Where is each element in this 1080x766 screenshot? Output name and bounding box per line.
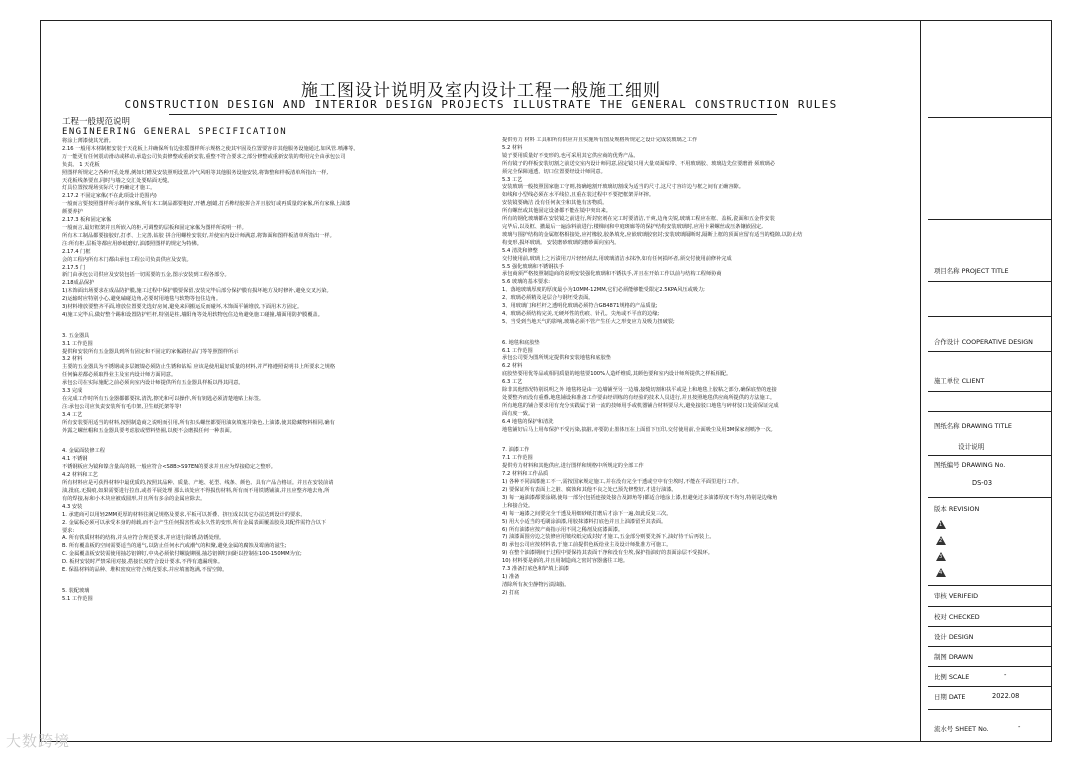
scale-value: - bbox=[1004, 671, 1007, 679]
spec-text-line: 清除所有灰尘静物污渍油脂。 bbox=[502, 581, 570, 588]
spec-text-line: 2.17.5 门 bbox=[62, 264, 86, 271]
spec-text-line: 地毯铺好后马上用布保护不受污染,搞脏,亦要防止墨体压在上面留下压印,交付使用前,全面吸尘及用3M保家剂喷净一次。 bbox=[502, 426, 776, 433]
spec-text-line: 注:承包公司应负责安装所有毛巾架,卫生纸托架等等! bbox=[62, 403, 182, 410]
spec-text-line: 所有安装要用适当的材料,按照制造商之说明而引用,所有扣头螺丝都要用油灰填塞并染色,上油漆,使其隐藏物料相同,确有 bbox=[62, 419, 335, 426]
revision-label: 版本 REVISION bbox=[934, 505, 980, 513]
checked-label: 校对 CHECKED bbox=[934, 613, 980, 621]
spec-text-line: 天花板线条要直,同时与墙之交汇处要贴面无缝。 bbox=[62, 177, 173, 184]
spec-text-line: 3.3 完成 bbox=[62, 388, 83, 395]
spec-text-line: 4.2 材料和工艺 bbox=[62, 472, 98, 479]
spec-text-line: 3) 每一遍油漆都要涂刷,使每一部分(包括连接处接合及卸角等)都适合地涂上漆,但避免过多油漆厚度不均匀,特别是边缘角 bbox=[502, 494, 778, 501]
spec-text-line bbox=[62, 575, 488, 583]
spec-text-line: 灯具位置按现场实际尺寸再确定才施工。 bbox=[62, 185, 156, 192]
spec-text-line: 1)木饰面出场要求在成品防护膜,施工过程中保护膜要保留,安装完毕后部分保护膜有损坏地方及时修补,避免交叉污染。 bbox=[62, 288, 332, 295]
spec-text-line: 5. 装配玻璃 bbox=[62, 587, 90, 594]
spec-text-line: 1、落地玻璃厚度的厚度最小为10MM-12MM,它们必须能够能受限定2.5KPA风压或吸力; bbox=[502, 287, 705, 294]
right-text-column bbox=[502, 137, 912, 697]
spec-text-line: 5.6 玻璃的基本要求: bbox=[502, 279, 550, 286]
spec-text-line: 2) 打底 bbox=[502, 589, 520, 596]
spec-text-line: 2) 要保证所有表面上之脏、腐蚀和其他不良之处已预先修整好,才进行油漆。 bbox=[502, 486, 677, 493]
spec-text-line: 提供劳力 材料 工具和所有供应并且实施所有图及规格所规定之设计完成装玻璃之工作 bbox=[502, 137, 698, 143]
spec-text-line: 所有材料应是可获得材料中最优质的,按照其品种、质量、产地、花型、线条、颜色、具有产品合格证。并且在安装前请 bbox=[62, 480, 334, 487]
client-label: 施工单位 CLIENT bbox=[934, 377, 985, 385]
spec-text-line: 颜要养护 bbox=[62, 209, 83, 216]
spec-text-line: 2.17.2 不固定家俬(不在此项设计范围内) bbox=[62, 193, 157, 200]
left-text-column bbox=[62, 117, 488, 717]
drawing-title-label: 图纸名称 DRAWING TITLE bbox=[934, 422, 1012, 430]
page-title: 施工图设计说明及室内设计工程一般施工细则 bbox=[301, 81, 661, 101]
spec-text-line: 6. 地毯和底胶垫 bbox=[502, 339, 540, 346]
spec-text-line: A. 所有铁质材料的结构,并头应符合规范要求,并应进行除锈,防锈处理。 bbox=[62, 535, 225, 542]
spec-text-line: 2)运输时应特别小心,避免磕碰边角,必要时用地毯与软物等包住边角。 bbox=[62, 296, 222, 303]
spec-text-line bbox=[502, 435, 912, 443]
spec-text-line: 3.1 工作范围 bbox=[62, 340, 93, 347]
spec-text-line: 5.2 材料 bbox=[502, 144, 523, 151]
spec-text-line: 一般而言要按照图样所示制作家俬,所有木工制品都要粗好,开槽,刨蜡,打舌榫结胶拼合并且胶钉或再质量的家俬,所有家俬上油漆 bbox=[62, 201, 351, 208]
spec-text-line: 2.16 一般用木材制框安装于天花板上并确保所有边张摇图样所示规格之使其牢固及位置要容许其他服务设施通过,如风管.喷淋等。 bbox=[62, 145, 359, 152]
spec-heading-english: ENGINEERING GENERAL SPECIFICATION bbox=[62, 127, 288, 137]
spec-text-line: E. 保温材料的品种、堆积密度应符合规范要求,并应填塞饱满,不留空隙。 bbox=[62, 567, 228, 574]
spec-text-line: 2、玻璃必须精及是层合与钢坯受表面。 bbox=[502, 295, 594, 302]
spec-text-line: 7.2 材料和工作品质 bbox=[502, 471, 549, 478]
design-label: 设计 DESIGN bbox=[934, 633, 974, 641]
right-column-body bbox=[502, 137, 912, 598]
spec-text-line: 4.1 不锈钢 bbox=[62, 456, 88, 463]
drawing-sheet bbox=[40, 20, 1052, 742]
spec-text-line: 3、用玻璃门和栏杆之透明化玻璃必须符合GB4871规格的产品质量; bbox=[502, 303, 658, 310]
sheet-no-label: 流水号 SHEET No. bbox=[934, 725, 989, 733]
spec-text-line: 不锈钢板应为镜和镍含量高的钢,一般应符合<S8B>S97EN的要求并且应为焊接稳定之整形。 bbox=[62, 464, 276, 471]
date-label: 日期 DATE bbox=[934, 693, 966, 701]
revision-mark-icon: 3 bbox=[936, 552, 946, 561]
drawing-title-value: 设计说明 bbox=[958, 443, 985, 451]
spec-text-line: 6.3 工艺 bbox=[502, 379, 523, 386]
spec-text-line: 承包公司要为图所规定提供和安装地毯和底胶垫 bbox=[502, 355, 611, 362]
spec-text-line: 4、玻璃必须结构完美,无硬坏性的伤痕、针孔。尖角或不平直的边缘; bbox=[502, 310, 660, 317]
spec-text-line: 6.1 工作范围 bbox=[502, 347, 533, 354]
drawn-label: 制图 DRAWN bbox=[934, 653, 974, 661]
spec-heading: 工程一般规范说明 bbox=[62, 117, 131, 127]
spec-text-line: 7.1 工作范围 bbox=[502, 455, 533, 462]
spec-text-line: 3)材料堆放要整齐平面,堆放位置要先选好房间,避免来回搬运反而碰坏,木饰面平铺堆放,下面用木方固定。 bbox=[62, 304, 303, 311]
spec-text-line: 3.2 材料 bbox=[62, 356, 83, 363]
spec-text-line: 油,批底,无损痕,如果需要进行拉直,或者平展处理 那么该处应不得损伤材料,所有而不用铁锈铺油,并且应整齐地去角,所 bbox=[62, 487, 330, 494]
drawing-area bbox=[41, 21, 921, 741]
spec-text-line: 4. 金属面装修工程 bbox=[62, 448, 105, 455]
spec-text-line: 4)施工完毕后,做好整个踢和设置防护栏杆,特别是柱,墙阳角等处用软物包住边角避免施工碰撞,墙面用防护膜覆盖。 bbox=[62, 311, 323, 318]
spec-text-line: 1) 各种不同油漆施工不一,需按国家规定施工,并在没有完全干透或空中有尘埃时,不能在平面里进行工作。 bbox=[502, 479, 743, 486]
spec-text-line: 安装玻璃一般按照国家施工守则,按确地割开玻璃切割成为适当的尺寸,这尺寸容许边与框之间有正确容隙。 bbox=[502, 184, 744, 191]
spec-text-line: 将涂上薄漆使其光滑。 bbox=[62, 138, 114, 144]
spec-text-line: 承包商须严格按照制造商的说明安装强化玻璃和不锈扶手,并且在开始工作以前与结构工程师协商 bbox=[502, 271, 722, 278]
page-title-english: CONSTRUCTION DESIGN AND INTERIOR DESIGN PROJECTS ILLUSTRATE THE GENERAL CONSTRUCTION RULES bbox=[124, 98, 838, 111]
spec-text-line: 除非其他情况特别说明之外 地毯将是由一边墙铺至另一边墙,接缝切割和扶平或是上和地毯上胶粘之部分,确保底垫的连接 bbox=[502, 387, 777, 394]
spec-text-line: 5.3 工艺 bbox=[502, 176, 523, 183]
spec-text-line: 9) 在整个油漆期间于过程中要保持其表面干净和没有尘埃,保护指油好的表面涂层不受损环。 bbox=[502, 550, 713, 557]
spec-text-line: 4.3 安装 bbox=[62, 503, 83, 510]
spec-text-line: 提供劳力材料和其他供应,进行图样和规格中所规定的全部工作 bbox=[502, 463, 644, 470]
spec-text-line: 新门由承包公司供应及安装包括一切需要的五金,图示安装到工程各部分。 bbox=[62, 272, 230, 279]
spec-text-line: 完毕后,以及框、撤最后一遍涂料前进行;楼梯间和中庭斑廊等的保护结构安装玻璃时,应用卡紧螺丝或压条镶嵌固定, bbox=[502, 223, 763, 230]
spec-text-line: 须完全保障通透、切口位置要经设计师同意。 bbox=[502, 168, 606, 175]
spec-text-line bbox=[62, 436, 488, 444]
spec-text-line: 2.17.3 板和固定家俬 bbox=[62, 217, 112, 224]
spec-text-line: 3.4 工艺 bbox=[62, 411, 83, 418]
spec-text-line: 3. 五金器具 bbox=[62, 332, 90, 339]
drawing-no-label: 图纸编号 DRAWING No. bbox=[934, 461, 1006, 469]
spec-text-line: 照图样所规定之各种开孔处理,例如灯槽及安装照明设置,冷气风咀等其他服务设施安装,将饰整和样板清单所指出一样, bbox=[62, 169, 328, 176]
date-value: 2022.08 bbox=[992, 692, 1020, 700]
sheet-no-value: - bbox=[1018, 723, 1021, 731]
left-column-body bbox=[62, 138, 488, 604]
spec-text-line: 负责。 1 天花板 bbox=[62, 161, 100, 168]
spec-text-line: 7.3 准备打底色和铲填上油漆 bbox=[502, 566, 569, 573]
spec-text-line: 主要的五金器具为不锈钢或多层镀镍必须防止生锈和钻垢 应该是使用最好质量的材料,并严格遵照说明书上所要求之规格 bbox=[62, 364, 336, 371]
spec-text-line: 提供和安装所有五金器具到所有固定和不固定的家俬路径品门等等照图样所示 bbox=[62, 348, 239, 355]
spec-text-line: 1. 承建商可以用轻2MM更厚的材料往满足规格及要求,平板可以折叠、挤压成以其它办法达到设计的要求。 bbox=[62, 511, 306, 518]
spec-text-line: 6.4 地毯的保护和清洗 bbox=[502, 418, 554, 425]
spec-text-line: 5) 用大小适当的毛刷涂油漆,用胶抹漆料打底色并且上油漆留至其表面。 bbox=[502, 518, 667, 525]
spec-text-line: 注:所有柜,层板等都应用砂纸磨好,油漆照图样的规定为特佛。 bbox=[62, 240, 202, 247]
revision-mark-icon: 2 bbox=[936, 536, 946, 545]
revision-mark-icon: 1 bbox=[936, 520, 946, 529]
spec-text-line: 构变形,损坏玻璃。 安装磨砂玻璃的磨砂面向室内。 bbox=[502, 239, 620, 246]
spec-text-line: 所有地毯的铺合要求用有充分实践属于第一流的技师用手或机器铺合材料要尽大,避免接驳口地毯与碎材驳口处需保证完成 bbox=[502, 402, 779, 409]
spec-text-line: 6.2 材料 bbox=[502, 363, 523, 370]
watermark-logo: 大数跨境 bbox=[6, 732, 71, 750]
spec-text-line bbox=[62, 320, 488, 328]
spec-text-line: 4) 每一遍漆之间要完全干透及用细砂纸打磨后才涂下一遍,如此反复三次。 bbox=[502, 510, 672, 517]
spec-text-line: 所有镜子的样板安装切割之前送交室内设计师同意,固定镜只用大量双面贴带、不用玻璃胶、玻璃边先位要磨滑 须玻璃必 bbox=[502, 160, 776, 167]
spec-text-line: 交付使用前,玻璃上之污渍用刀片轻轻刮去,用玻璃清洁水抹净,如有任何损坏者,须交付使用前修补完成 bbox=[502, 255, 732, 262]
scale-label: 比例 SCALE bbox=[934, 673, 970, 681]
spec-text-line: 所有的钢化玻璃都在安装镜之前进行,所封密剂在完工时要清洁,干爽,边角尖锐,玻璃工程应在框、盖板,瓷面和五金件安装 bbox=[502, 216, 775, 223]
spec-text-line: 上和接合处。 bbox=[502, 502, 534, 509]
drawing-no-value: DS-03 bbox=[972, 479, 993, 487]
spec-text-line: 所有木工制品都要接胶好,打孝、上完善,钻胶 拼合用螺栓安装好,并使室内设计师满意,将饰面和图样板清单所指出一样。 bbox=[62, 232, 335, 239]
spec-text-line: 处要整齐而没有重叠,地毯铺设和准备工作要由经训练的有经验的技术人员进行,并且按照地毯供应商所提供的方法施工。 bbox=[502, 395, 776, 401]
project-title-label: 项目名称 PROJECT TITLE bbox=[934, 267, 1009, 275]
cooperative-design-label: 合作设计 COOPERATIVE DESIGN bbox=[934, 338, 1033, 346]
spec-text-line: 1) 准备 bbox=[502, 573, 520, 580]
spec-text-line: 7) 油漆面围旁边之装修应用皱纹纸完成封好才施工,五金部分则要先拆下,油好待干后再装上。 bbox=[502, 534, 715, 541]
spec-text-line: 6) 所有油漆应按产商指示用不同之稀剂及底漆面漆。 bbox=[502, 526, 624, 533]
spec-text-line: 如线和小型线必须在水平线位,且重在装过程中不要把框架弄坏摔。 bbox=[502, 192, 655, 199]
spec-text-line: 任何偏差都必须取得业主及室内设计师方面同意。 bbox=[62, 372, 177, 379]
spec-text-line: 面有度一致。 bbox=[502, 410, 534, 417]
spec-text-line: 会的工程内所有木门都由承包工程公司负责供应及安装。 bbox=[62, 256, 192, 263]
spec-text-line: 承包公司在实际施配之前必须向室内设计师提供所有五金器具样板以得其同意。 bbox=[62, 380, 244, 387]
spec-text-line: 有的焊接,标和小木块应被成圆形,并且所有多余的金属应除去。 bbox=[62, 495, 206, 502]
spec-text-line: C. 金属覆盖板安装需使用抽芯铝铆钉,中央必须依付螺旋铆圈,抽芯铝铆钉间距以控制在100-150MM为宜; bbox=[62, 551, 302, 558]
spec-text-line: 8) 承包公司应按材料表,于施工前提供色板给业主及设计师批准方可施工。 bbox=[502, 542, 672, 549]
spec-text-line: 在完成工作时所有五金器都都要抹,清洗,擦光和可以操作,所有钥匙必须清楚地贴上标签。 bbox=[62, 396, 265, 402]
spec-text-line: 5.1 工作范围 bbox=[62, 595, 93, 602]
verified-label: 审核 VERIFEID bbox=[934, 592, 979, 600]
spec-text-line: 安装镜要确洁 没有任何灰尘和其他有害物质。 bbox=[502, 200, 608, 207]
title-block bbox=[928, 21, 1051, 741]
spec-text-line: 5.5 强化玻璃和不锈钢扶手 bbox=[502, 263, 564, 270]
revision-mark-icon: 4 bbox=[936, 568, 946, 577]
spec-text-line bbox=[502, 327, 912, 335]
spec-text-line: 要求: bbox=[62, 527, 75, 534]
spec-text-line: 所有螺丝或其他固定设备都不能在镜中突出来。 bbox=[502, 208, 611, 215]
spec-text-line: 2. 金属板必须可以承受本身的荷载,而不会产生任何损害性或永久性的变形,所有金属表面覆盖胶及其配件需符合以下 bbox=[62, 519, 327, 526]
spec-text-line: 底胶垫要用优等品或相同质量的地毯要100%人造纤维质,其颜色要和室内设计师所提供之样板相配。 bbox=[502, 371, 732, 378]
spec-text-line: D. 板材安装时严禁采用对接,搭接长度符合设计要求,不得有遗漏现象。 bbox=[62, 559, 224, 566]
spec-text-line: 2.17.4 门框 bbox=[62, 248, 91, 255]
spec-text-line: 2.18成品保护 bbox=[62, 280, 95, 287]
spec-text-line: 镜子要用质量好不变形的,也可采用其它供应商的优秀产品。 bbox=[502, 152, 639, 159]
spec-text-line: 5.4 清洗和修整 bbox=[502, 247, 538, 254]
spec-text-line: 10) 材料要是新的,并且用制造商之密封容器盛往工地。 bbox=[502, 558, 629, 565]
spec-text-line: 7. 油漆工作 bbox=[502, 447, 530, 454]
spec-text-line: 一般而言,最好框架并且所嵌入的柜,可调整的层板和固定家俬为图样所说明一样。 bbox=[62, 224, 247, 231]
title-underline bbox=[169, 114, 777, 115]
spec-text-line: 玻璃与围护结构的金属框格相接处,应衬橡胶,胶条填充,应嵌玻璃胶密封;安装玻璃隔断时,隔断上框的顶面应留有适当的缝隙,以防止结 bbox=[502, 231, 803, 238]
spec-text-line: 5、当受到当地天气的影响,玻璃必须不管产生任大之形变应力及吸力扭破裂; bbox=[502, 318, 675, 325]
spec-text-line: B. 所有覆盖板的空间需要适当的通气,以防止任何水汽或潮气的积聚,避免金属的腐蚀及霉菌的滋生; bbox=[62, 543, 287, 550]
spec-text-line: 外露之螺丝帽和五金器具要考虑胶或塑料垫圈,以便不会磨损任何一种表面。 bbox=[62, 427, 235, 434]
spec-text-line: 万一能更有任何震动滑动或移动,承造公司负责修整或重新安装,重整不符合要求之部分修整或重新安装的费用完全由承包公司 bbox=[62, 153, 346, 160]
